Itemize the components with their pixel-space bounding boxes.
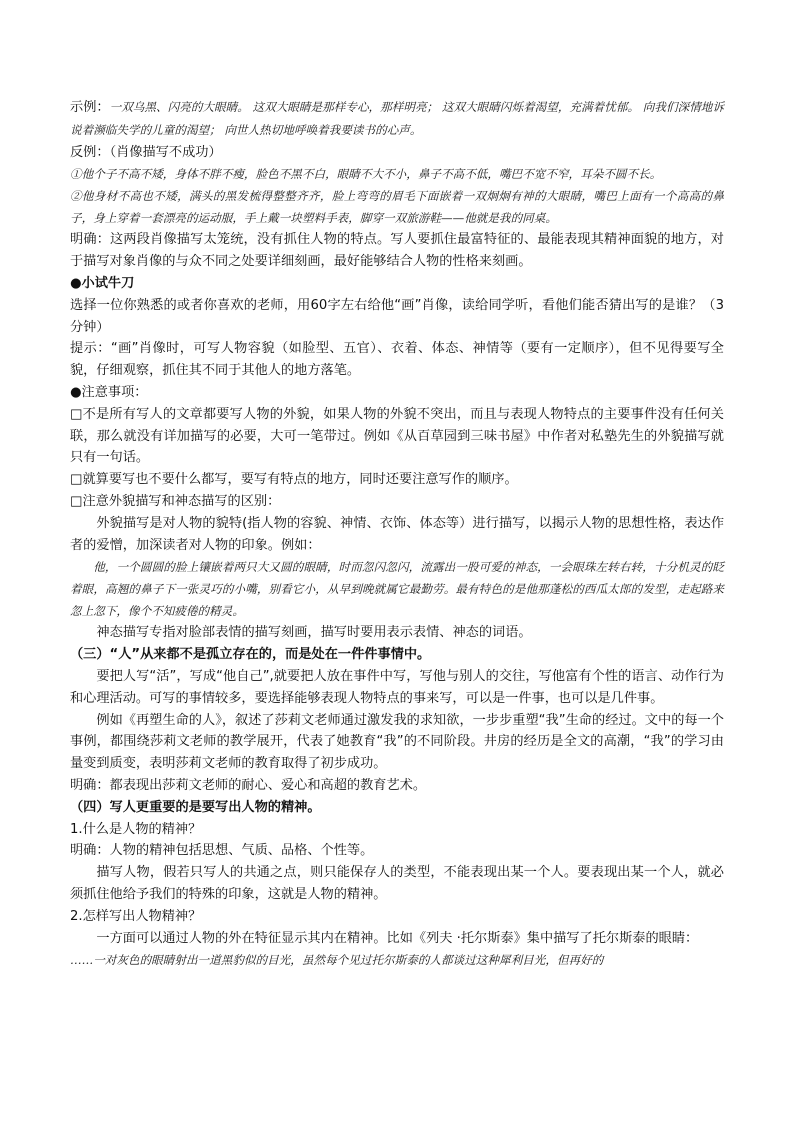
question-2-paragraph: 一方面可以通过人物的外在特征显示其内在精神。比如《列夫 ·托尔斯泰》集中描写了托尔斯泰的眼睛：: [96, 930, 699, 946]
appearance-definition: 外貌描写是对人物的貌特(指人物的容貌、神情、衣饰、体态等）进行描写，以揭示人物的思想性格，表达作者的爱憎，加深读者对人物的印象。例如：: [70, 515, 724, 553]
hint-paragraph: 提示：“画”肖像时，可写人物容貌（如脸型、五官）、衣着、体态、神情等（要有一定顺序），但不见得要写全貌，仔细观察，抓住其不同于其他人的地方落笔。: [70, 341, 724, 379]
note-item-3: □注意外貌描写和神态描写的区别：: [70, 493, 281, 509]
negative-example-1: ①他个子不高不矮，身体不胖不瘦，脸色不黑不白，眼睛不大不小，鼻子不高不低，嘴巴不宽不窄，耳朵不圆不长。: [70, 167, 662, 182]
section-3-paragraph-1: 要把人写“活”，写成“他自己”,就要把人放在事件中写，写他与别人的交往，写他富有个性的语言、动作行为和心理活动。可写的事情较多，要选择能够表现人物特点的事来写，可以是一件事，也可以是几件事。: [70, 668, 724, 706]
example-positive-text: 一双乌黑、闪亮的大眼睛。 这双大眼睛是那样专心，那样明亮； 这双大眼睛闪烁着渴望，充满着忧郁。 向我们深情地诉说着濒临失学的儿童的渴望； 向世人热切地呼唤着我要读书的心声。: [70, 100, 725, 137]
appearance-example: 他，一个圆圆的脸上镶嵌着两只大又圆的眼睛，时而忽闪忽闪，流露出一股可爱的神态，一会眼珠左转右转，十分机灵的眨着眼，高翘的鼻子下一张灵巧的小嘴，别看它小，从早到晚就属它最勤劳。最有特色的是他那蓬松的西瓜太郎的发型，走起路来忽上忽下，像个不知疲倦的精灵。: [70, 560, 724, 619]
example-positive: [70, 96, 724, 142]
clarify-paragraph-1: 明确：这两段肖像描写太笼统，没有抓住人物的特点。写人要抓住最富特征的、最能表现其精神面貌的地方，对于描写对象肖像的与众不同之处要详细刻画，最好能够结合人物的性格来刻画。: [70, 232, 724, 270]
quote-line: ……一对灰色的眼睛射出一道黑豹似的目光，虽然每个见过托尔斯泰的人都谈过这种犀利目光，但再好的: [70, 953, 604, 968]
practice-text: 选择一位你熟悉的或者你喜欢的老师，用60字左右给他“画”肖像，读给同学听，看他们能否猜出写的是谁？（3分钟）: [70, 297, 724, 335]
question-1-paragraph: 描写人物，假若只写人的共通之点，则只能保存人的类型，不能表现出某一个人。要表现出某一个人，就必须抓住他给予我们的特殊的印象，这就是人物的精神。: [70, 865, 724, 902]
question-2: 2.怎样写出人物精神？: [70, 908, 202, 924]
section-3-paragraph-2: 例如《再塑生命的人》，叙述了莎莉文老师通过激发我的求知欲，一步步重塑“我”生命的经过。文中的每一个事例，都围绕莎莉文老师的教学展开，代表了她教育“我”的不同阶段。井房的经历是全文的高潮，“我”的学习由量变到质变，表明莎莉文老师的教育取得了初步成功。: [70, 712, 724, 772]
notes-title: ●注意事项：: [70, 384, 148, 400]
negative-example-2: ②他身材不高也不矮，满头的黑发梳得整整齐齐，脸上弯弯的眉毛下面嵌着一双炯炯有神的大眼睛，嘴巴上面有一个高高的鼻子，身上穿着一套漂亮的运动服，手上戴一块塑料手表，脚穿一双旅游鞋——他就是我的同桌。: [70, 189, 724, 226]
section-3-heading: （三）“人”从来都不是孤立存在的，而是处在一件件事情中。: [70, 647, 431, 663]
question-1: 1.什么是人物的精神？: [70, 821, 202, 837]
note-item-2: □就算要写也不要什么都写，要写有特点的地方，同时还要注意写作的顺序。: [70, 472, 518, 488]
note-item-1: □不是所有写人的文章都要写人物的外貌，如果人物的外貌不突出，而且与表现人物特点的主要事件没有任何关联，那么就没有详加描写的必要，大可一笔带过。例如《从百草园到三味书屋》中作者对私塾先生的外貌描写就只有一句话。: [70, 406, 724, 466]
question-1-answer: 明确：人物的精神包括思想、气质、品格、个性等。: [70, 843, 374, 859]
expression-definition: 神态描写专指对脸部表情的描写刻画，描写时要用表示表情、神态的词语。: [96, 625, 532, 641]
practice-title: ●小试牛刀: [70, 275, 135, 291]
clarify-paragraph-2: 明确：都表现出莎莉文老师的耐心、爱心和高超的教育艺术。: [70, 777, 427, 793]
negative-example-title: 反例：（肖像描写不成功）: [70, 144, 222, 160]
section-4-heading: （四）写人更重要的是要写出人物的精神。: [70, 799, 321, 815]
example-label: 示例：: [70, 100, 110, 115]
